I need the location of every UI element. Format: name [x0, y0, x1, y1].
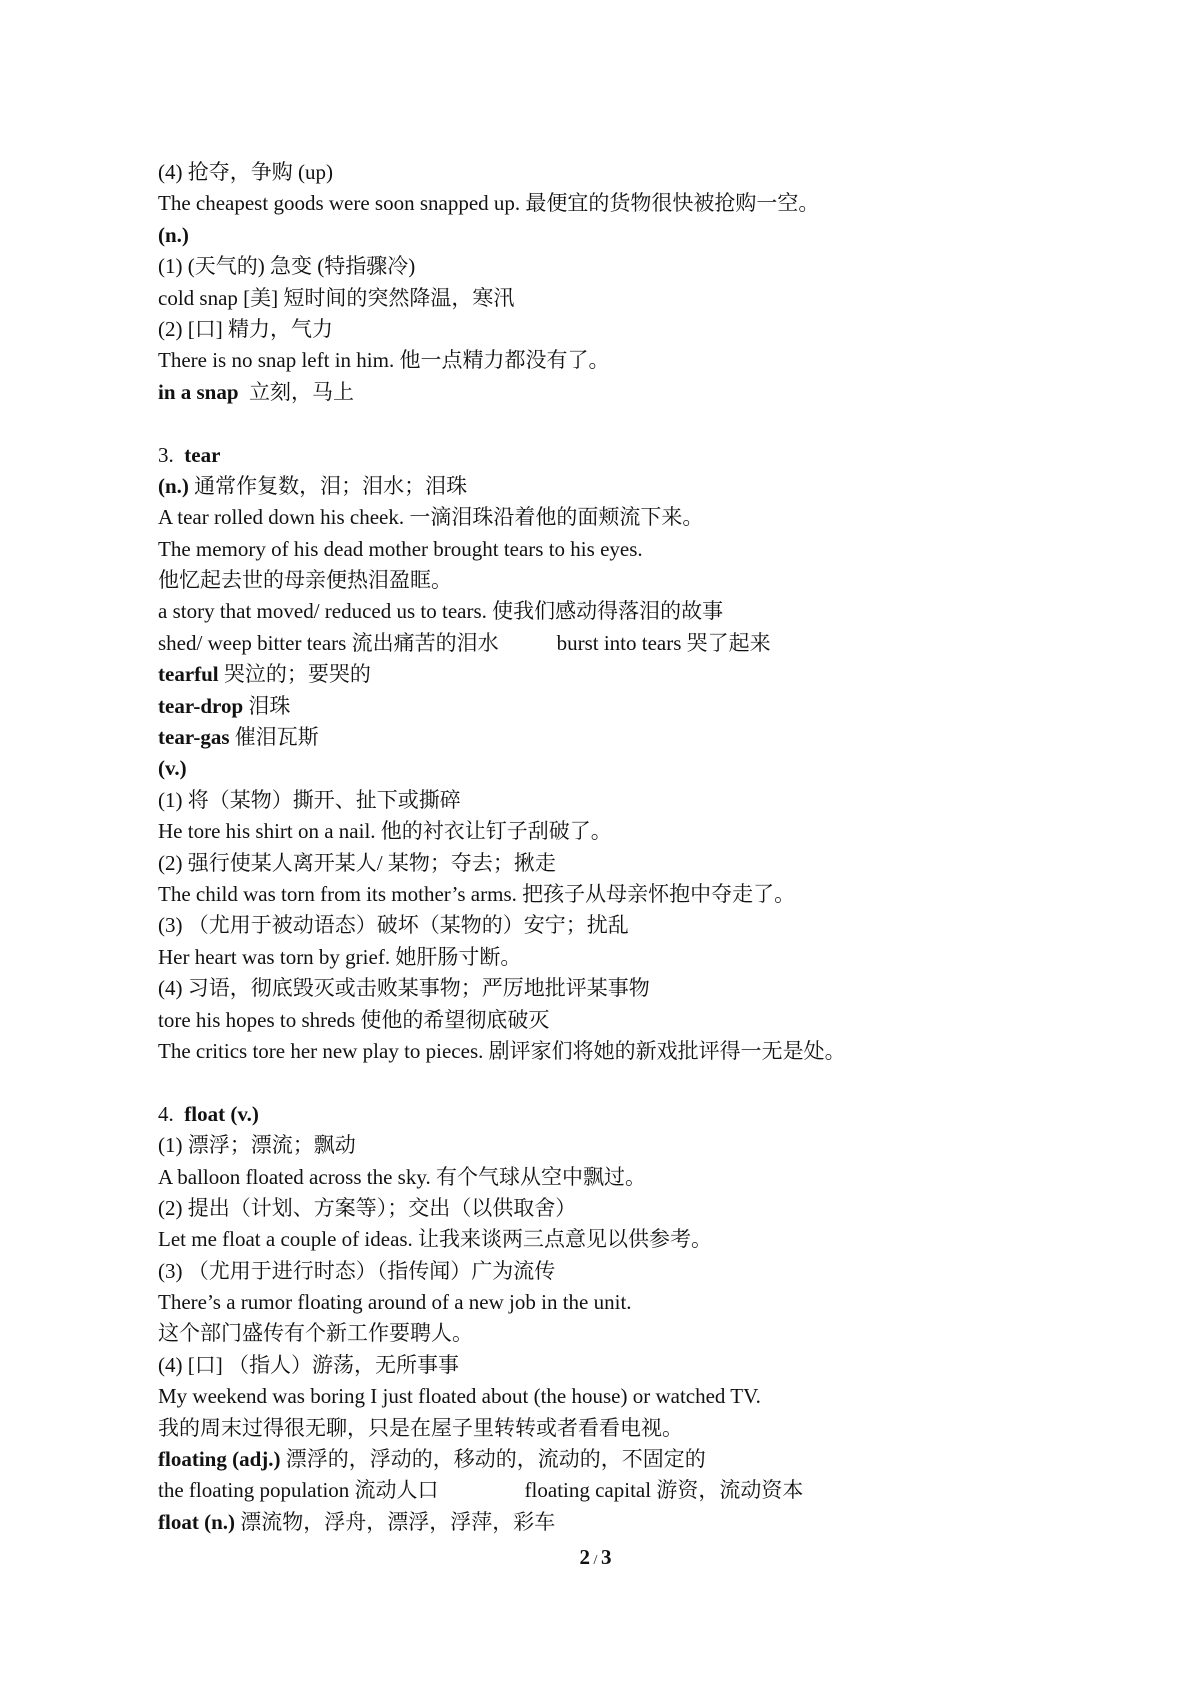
float-sense-3-example-cn: 这个部门盛传有个新工作要聘人。 [158, 1321, 473, 1346]
float-sense-1: (1) 漂浮；漂流；飘动 [158, 1133, 356, 1158]
floating-examples: the floating population 流动人口 floating capital 游资，流动资本 [158, 1478, 804, 1503]
float-sense-4: (4) [口] （指人）游荡，无所事事 [158, 1352, 459, 1377]
snap-noun-2-example: There is no snap left in him. 他一点精力都没有了。 [158, 348, 610, 373]
snap-phrase: in a snap 立刻，马上 [158, 379, 355, 404]
snap-noun-2: (2) [口] 精力，气力 [158, 316, 333, 341]
phrase-term: in a snap [158, 379, 239, 404]
headword: float (v.) [184, 1101, 259, 1126]
spacer [158, 1067, 1078, 1098]
tear-example-4: shed/ weep bitter tears 流出痛苦的泪水 burst into tears 哭了起来 [158, 630, 771, 655]
tear-verb-1-example: He tore his shirt on a nail. 他的衬衣让钉子刮破了。 [158, 819, 612, 844]
headword: tear [184, 442, 221, 467]
tear-example-1: A tear rolled down his cheek. 一滴泪珠沿着他的面颊流下来。 [158, 505, 704, 530]
floating-entry: floating (adj.) 漂浮的，浮动的，移动的，流动的，不固定的 [158, 1447, 706, 1472]
tear-example-2-cn: 他忆起去世的母亲便热泪盈眶。 [158, 568, 452, 593]
tear-verb-4-example-2: The critics tore her new play to pieces. 剧评家们将她的新戏批评得一无是处。 [158, 1038, 846, 1063]
tear-verb-4-example-1: tore his hopes to shreds 使他的希望彻底破灭 [158, 1007, 550, 1032]
tearful-entry: tearful 哭泣的；要哭的 [158, 662, 371, 687]
tear-heading: 3. tear [158, 442, 221, 467]
snap-sense-4: (4) 抢夺，争购 (up) [158, 160, 333, 184]
tear-example-3: a story that moved/ reduced us to tears. 使我们感动得落泪的故事 [158, 599, 724, 624]
tear-verb-2: (2) 强行使某人离开某人/ 某物；夺去；揪走 [158, 850, 556, 875]
tear-verb-2-example: The child was torn from its mother’s arms. 把孩子从母亲怀抱中夺走了。 [158, 881, 796, 906]
float-sense-2-example: Let me float a couple of ideas. 让我来谈两三点意见以供参考。 [158, 1227, 713, 1252]
float-sense-1-example: A balloon floated across the sky. 有个气球从空中飘过。 [158, 1164, 646, 1189]
tear-noun-def: (n.) 通常作复数，泪；泪水；泪珠 [158, 473, 468, 498]
snap-noun-label: (n.) [158, 222, 189, 247]
spacer [158, 408, 1078, 439]
document-body [158, 157, 1078, 1538]
total-pages: 3 [600, 1545, 612, 1569]
page-number [0, 1545, 1191, 1570]
float-sense-2: (2) 提出（计划、方案等）；交出（以供取舍） [158, 1195, 577, 1220]
teardrop-entry: tear-drop 泪珠 [158, 693, 291, 718]
tear-verb-3-example: Her heart was torn by grief. 她肝肠寸断。 [158, 944, 522, 969]
tear-verb-4: (4) 习语，彻底毁灭或击败某事物；严厉地批评某事物 [158, 976, 650, 1001]
current-page: 2 [579, 1545, 591, 1569]
float-sense-4-example: My weekend was boring I just floated about (the house) or watched TV. [158, 1384, 761, 1409]
float-noun-entry: float (n.) 漂流物，浮舟，漂浮，浮萍，彩车 [158, 1509, 556, 1534]
snap-noun-1-example: cold snap [美] 短时间的突然降温，寒汛 [158, 285, 515, 310]
float-sense-3: (3) （尤用于进行时态）（指传闻）广为流传 [158, 1258, 556, 1283]
float-sense-4-example-cn: 我的周末过得很无聊，只是在屋子里转转或者看看电视。 [158, 1415, 683, 1440]
snap-sense-4-example: The cheapest goods were soon snapped up. 最便宜的货物很快被抢购一空。 [158, 191, 820, 216]
tear-example-2: The memory of his dead mother brought tears to his eyes. [158, 536, 643, 561]
teargas-entry: tear-gas 催泪瓦斯 [158, 725, 319, 750]
tear-verb-label: (v.) [158, 756, 187, 781]
snap-noun-1: (1) (天气的) 急变 (特指骤冷) [158, 254, 416, 279]
tear-verb-3: (3) （尤用于被动语态）破坏（某物的）安宁；扰乱 [158, 913, 629, 938]
float-sense-3-example: There’s a rumor floating around of a new job in the unit. [158, 1290, 632, 1315]
page-separator: / [590, 1553, 601, 1568]
float-heading: 4. float (v.) [158, 1101, 259, 1126]
tear-verb-1: (1) 将（某物）撕开、扯下或撕碎 [158, 787, 461, 812]
